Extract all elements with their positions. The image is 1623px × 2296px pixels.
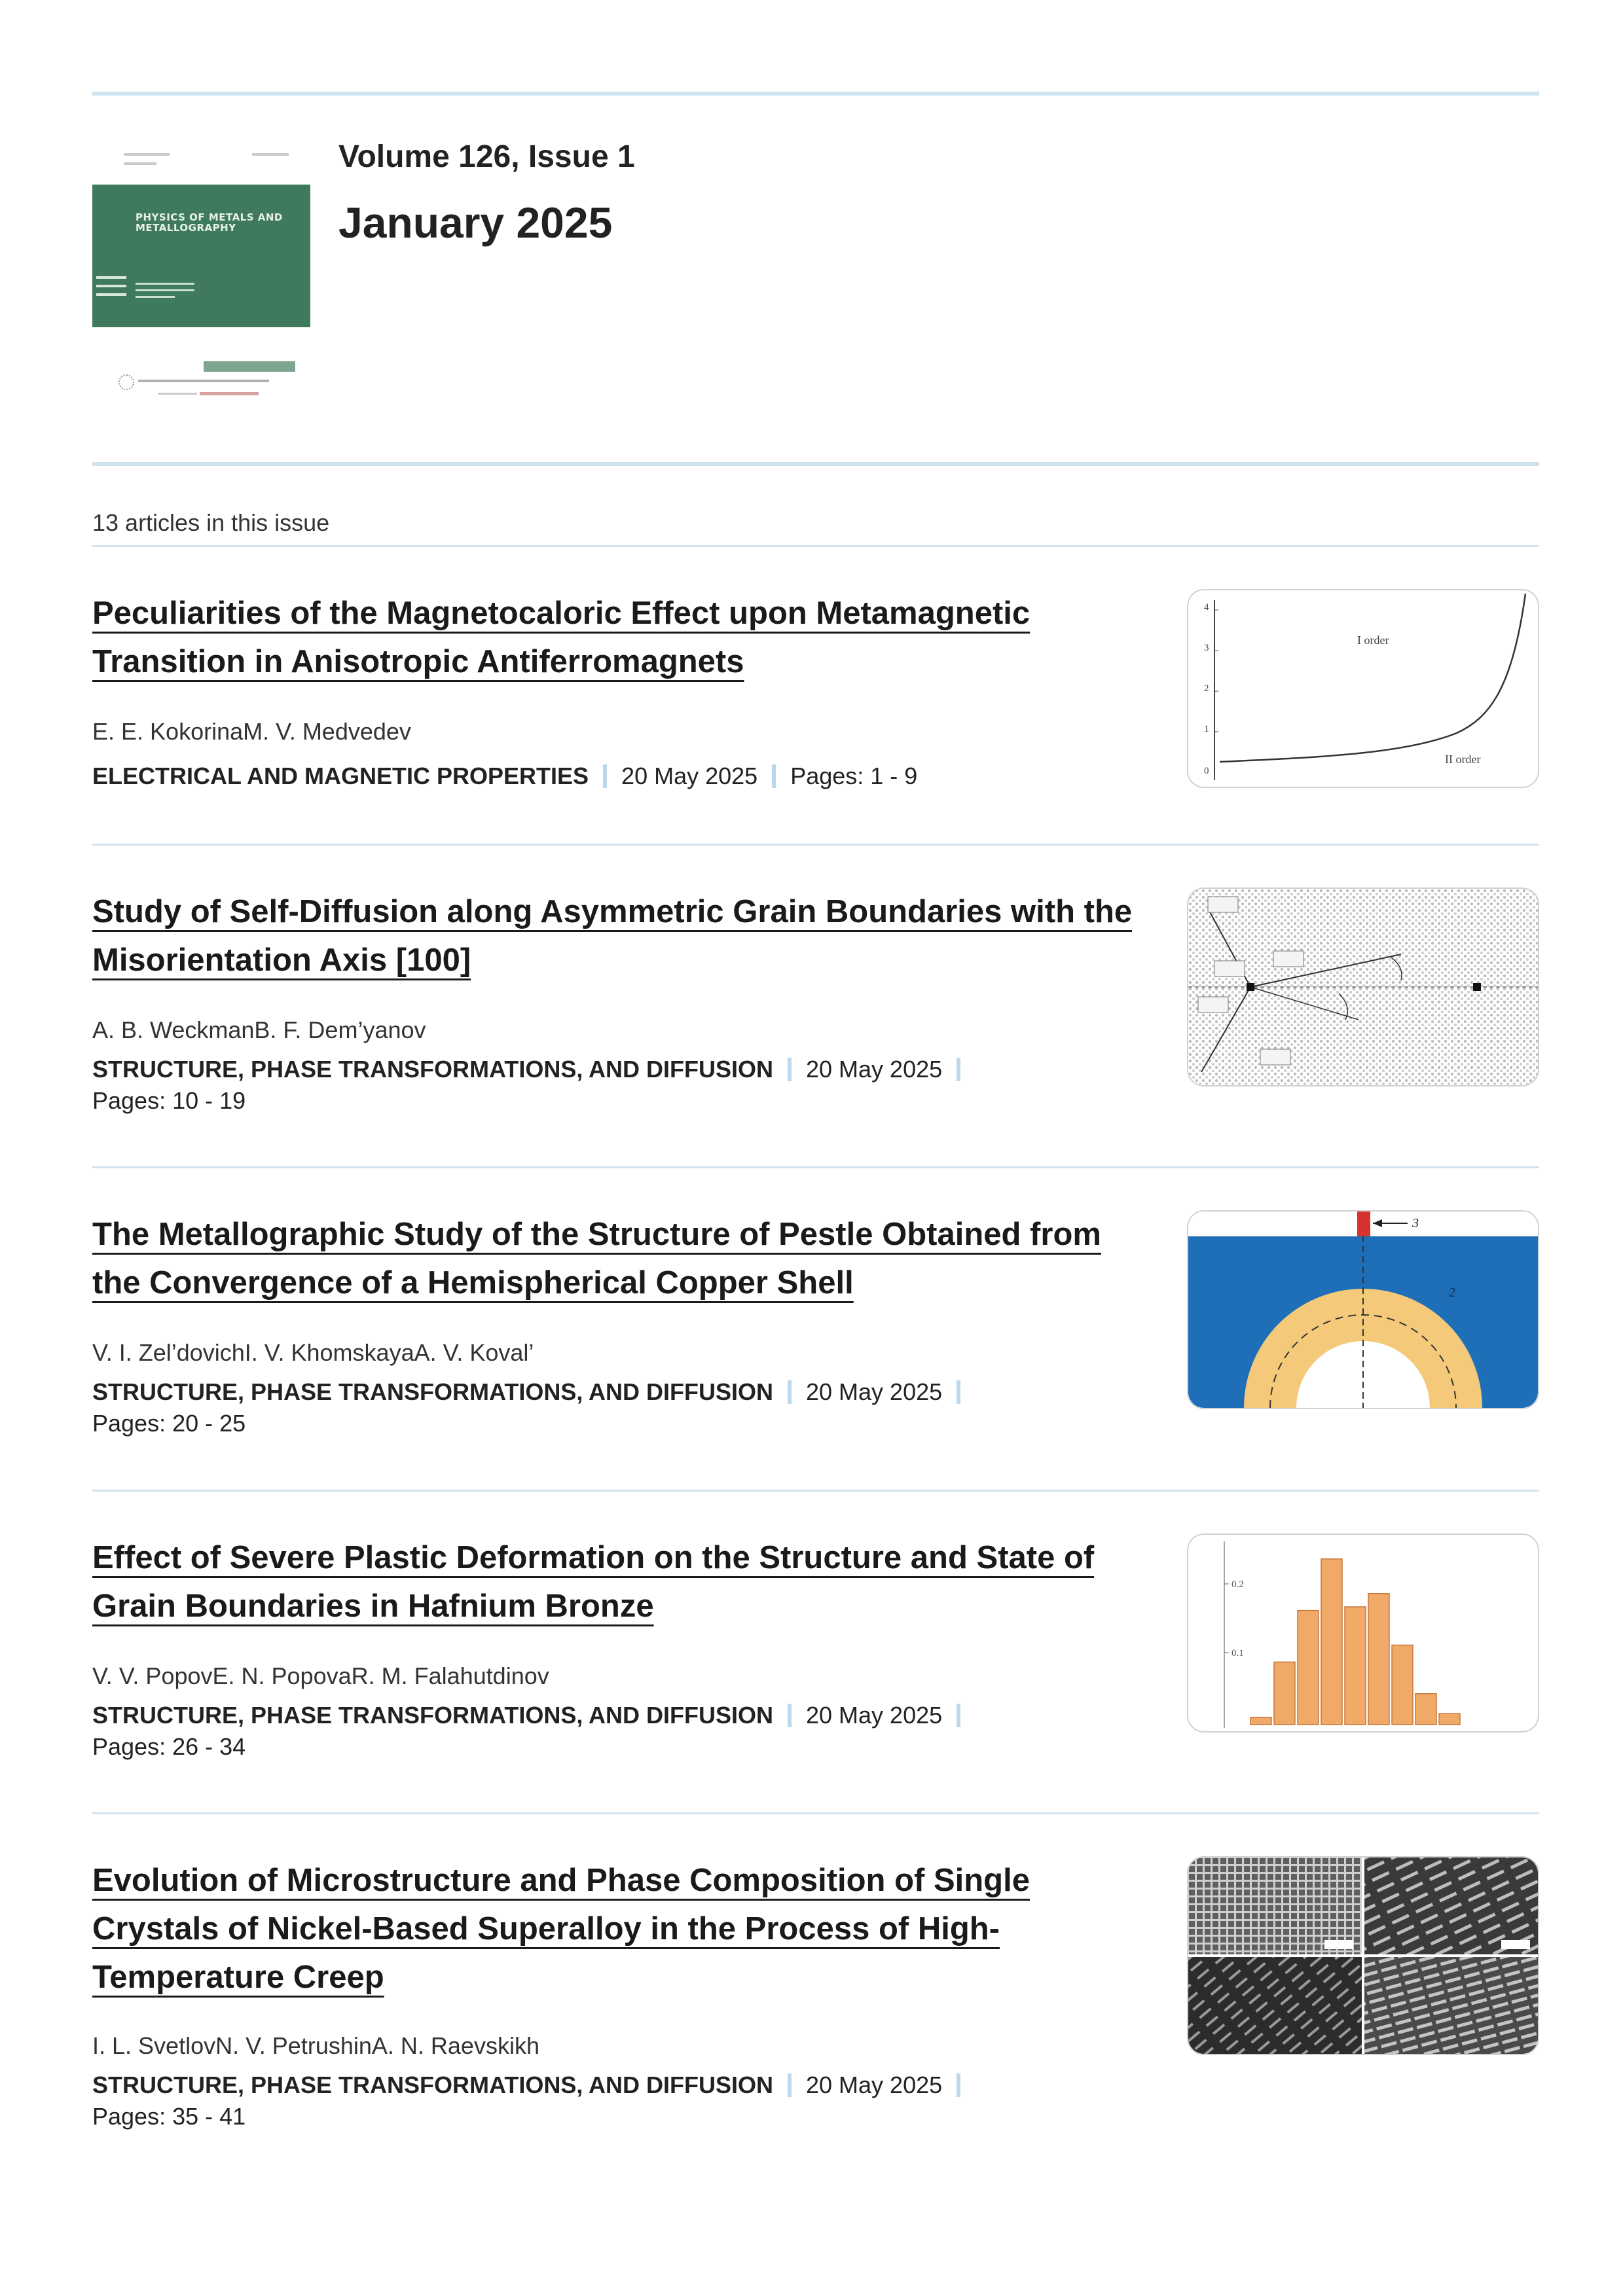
article-meta <box>92 2070 1140 2132</box>
article-section[interactable]: STRUCTURE, PHASE TRANSFORMATIONS, AND DIFFUSION <box>92 2072 773 2098</box>
figure-label: 2 <box>1449 1285 1455 1300</box>
y-tick: 0.2 <box>1231 1579 1244 1590</box>
article-divider <box>92 844 1539 846</box>
article-authors: I. L. SvetlovN. V. PetrushinA. N. Raevskikh <box>92 2032 539 2059</box>
histogram-bar <box>1415 1694 1436 1725</box>
article-date: 20 May 2025 <box>806 1702 943 1729</box>
y-tick: 1 <box>1204 724 1209 734</box>
issue-date-heading: January 2025 <box>338 198 613 247</box>
article-thumbnail[interactable] <box>1187 1210 1539 1409</box>
publisher-logo <box>119 374 289 401</box>
phase-curve-figure <box>1188 590 1538 787</box>
histogram-bar <box>1321 1559 1342 1725</box>
article-authors: A. B. WeckmanB. F. Dem’yanov <box>92 1016 426 1043</box>
article-title[interactable]: Peculiarities of the Magnetocaloric Effect upon Metamagnetic Transition in Anisotropic Antiferromagnets <box>92 596 1030 679</box>
article-meta <box>92 1376 1140 1439</box>
article-pages: Pages: 1 - 9 <box>790 762 918 789</box>
copper-shell-figure <box>1188 1211 1538 1408</box>
top-divider <box>92 92 1539 96</box>
header-divider <box>92 462 1539 466</box>
y-tick: 0.1 <box>1231 1648 1244 1659</box>
histogram-bar <box>1392 1645 1413 1725</box>
y-tick: 4 <box>1204 602 1209 613</box>
article-pages: Pages: 26 - 34 <box>92 1733 246 1760</box>
micrograph-figure <box>1188 1857 1538 2054</box>
curve-label: II order <box>1445 753 1481 766</box>
y-tick: 3 <box>1204 643 1209 653</box>
article-section[interactable]: STRUCTURE, PHASE TRANSFORMATIONS, AND DIFFUSION <box>92 1378 773 1405</box>
article-authors: V. I. Zel’dovichI. V. KhomskayaA. V. Koval’ <box>92 1339 534 1366</box>
article-thumbnail[interactable] <box>1187 589 1539 788</box>
article-thumbnail[interactable] <box>1187 888 1539 1086</box>
journal-cover-image[interactable] <box>92 140 310 415</box>
article-date: 20 May 2025 <box>806 1056 943 1083</box>
curve <box>1220 594 1525 762</box>
article-pages: Pages: 10 - 19 <box>92 1087 246 1114</box>
article-count: 13 articles in this issue <box>92 509 330 536</box>
article-authors: E. E. KokorinaM. V. Medvedev <box>92 718 411 745</box>
y-tick: 0 <box>1204 766 1209 776</box>
histogram-bar <box>1439 1713 1460 1725</box>
histogram-bar <box>1250 1717 1271 1725</box>
article-date: 20 May 2025 <box>621 762 758 789</box>
article-title[interactable]: Effect of Severe Plastic Deformation on the Structure and State of Grain Boundaries in Hafnium Bronze <box>92 1540 1095 1624</box>
article-pages: Pages: 20 - 25 <box>92 1410 246 1437</box>
article-meta <box>92 1054 1140 1117</box>
article-date: 20 May 2025 <box>806 2072 943 2098</box>
article-divider <box>92 1166 1539 1168</box>
article-divider <box>92 1812 1539 1814</box>
curve-label: I order <box>1357 634 1389 647</box>
article-section[interactable]: STRUCTURE, PHASE TRANSFORMATIONS, AND DIFFUSION <box>92 1056 773 1083</box>
histogram-bar <box>1274 1662 1295 1725</box>
count-divider <box>92 545 1539 547</box>
histogram-figure <box>1188 1535 1538 1731</box>
article-pages: Pages: 35 - 41 <box>92 2103 246 2130</box>
grain-boundary-figure <box>1188 889 1538 1085</box>
cover-title: PHYSICS OF METALS AND METALLOGRAPHY <box>136 211 283 234</box>
article-title[interactable]: The Metallographic Study of the Structure of Pestle Obtained from the Convergence of a Hemispherical Copper Shell <box>92 1217 1101 1300</box>
article-section[interactable]: STRUCTURE, PHASE TRANSFORMATIONS, AND DIFFUSION <box>92 1702 773 1729</box>
article-title[interactable]: Study of Self-Diffusion along Asymmetric Grain Boundaries with the Misorientation Axis [100] <box>92 894 1133 978</box>
figure-label: 3 <box>1412 1216 1419 1230</box>
article-thumbnail[interactable] <box>1187 1534 1539 1732</box>
histogram-bar <box>1368 1594 1389 1725</box>
histogram-bar <box>1345 1607 1366 1725</box>
article-authors: V. V. PopovE. N. PopovaR. M. Falahutdinov <box>92 1662 549 1689</box>
article-date: 20 May 2025 <box>806 1378 943 1405</box>
article-meta <box>92 1700 1140 1763</box>
volume-issue-heading: Volume 126, Issue 1 <box>338 139 635 174</box>
y-tick: 2 <box>1204 683 1209 694</box>
article-title[interactable]: Evolution of Microstructure and Phase Composition of Single Crystals of Nickel-Based Superalloy in the Process of High-Temperature Creep <box>92 1863 1030 1995</box>
article-section[interactable]: ELECTRICAL AND MAGNETIC PROPERTIES <box>92 762 589 789</box>
article-divider <box>92 1490 1539 1492</box>
cover-panel <box>92 185 310 327</box>
article-meta <box>92 761 1140 792</box>
histogram-bar <box>1298 1611 1319 1725</box>
article-thumbnail[interactable] <box>1187 1856 1539 2055</box>
